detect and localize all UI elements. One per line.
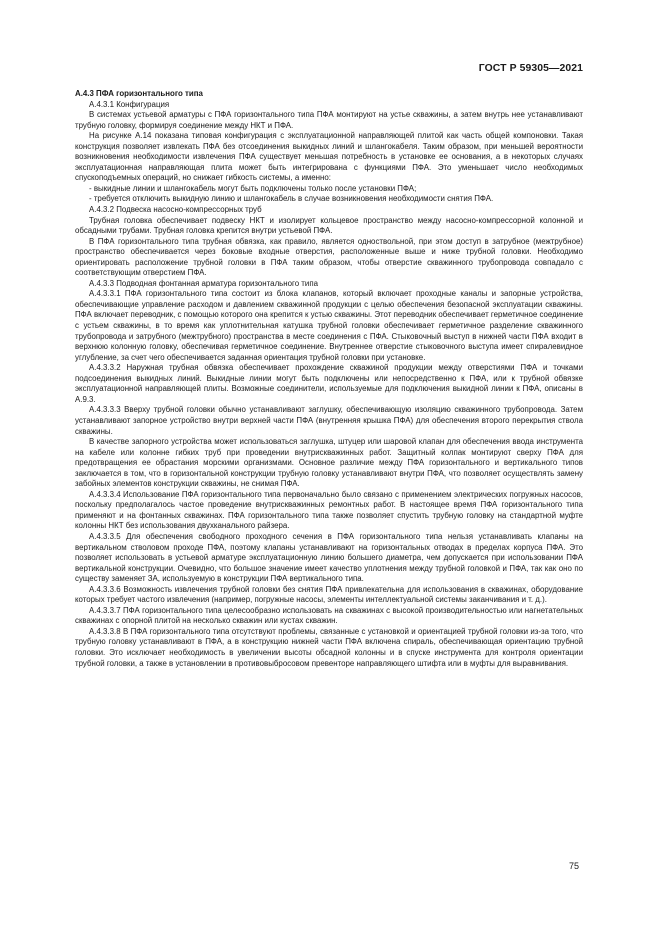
paragraph: А.4.3.3.7 ПФА горизонтального типа целесообразно использовать на скважинах с высокой производительностью или нагнетательных скважинах с опорной плитой на несколько скважин или кустах скважин. — [75, 605, 583, 626]
paragraph: А.4.3.3.5 Для обеспечения свободного проходного сечения в ПФА горизонтального типа нельзя устанавливать клапаны на вертикальном стволовом проходе ПФА, поэтому клапаны устанавливают на горизонтальных отводах в пределах корпуса ПФА. Это позволяет использовать в устьевой арматуре эксплуатационную линию большего диаметра, чем допускается при использовании ПФА вертикальной конструкции. Очевидно, что большое значение имеет качество уплотнения между трубной головкой и ПФА, так как оно по существу заменяет ЗА, используемую в конструкции ПФА вертикального типа. — [75, 531, 583, 584]
paragraph: А.4.3.1 Конфигурация — [89, 99, 170, 109]
section-heading: А.4.3 ПФА горизонтального типа — [75, 89, 203, 98]
paragraph: А.4.3.3.3 Вверху трубной головки обычно устанавливают заглушку, обеспечивающую изоляцию скважинного трубопровода. Затем устанавливают запорное устройство внутри верхней части ПФА (внутренняя крышка ПФА) для обеспечения второго перекрытия ствола скважины. — [75, 405, 583, 436]
paragraph: А.4.3.3.1 ПФА горизонтального типа состоит из блока клапанов, который включает проходные каналы и запорные устройства, обеспечивающие управление расходом и давлением скважинной продукции с целью обеспечения безопасной эксплуатации скважины. ПФА включает переводник, с помощью которого она крепится к устью скважины. Этот переводник обеспечивает герметичное соединение с устьем скважины, в то время как уплотнительная катушка трубной головки обеспечивает герметичное разделение скважинного трубопровода и затрубного (межтрубного) пространства в месте соединения с ПФА. Стыковочный выступ в нижней части ПФА входит в верхнюю колонную головку, обеспечивая герметичное соединение. Внутреннее отверстие стыковочного выступа имеет спиралевидное углубление, за счет чего обеспечивается заданная ориентация трубной головки при установке. — [75, 289, 583, 362]
standard-number: ГОСТ Р 59305—2021 — [478, 63, 583, 74]
paragraph: В ПФА горизонтального типа трубная обвязка, как правило, является одноствольной, при этом доступ в затрубное (межтрубное) пространство обеспечивается через боковые входные отверстия, расположенные выше и ниже трубной головки. Необходимо ориентировать расположение трубной головки в ПФА таким образом, чтобы отверстие скважинного трубопровода совпадало с соответствующим отверстием ПФА. — [75, 236, 583, 278]
list-item: - выкидные линии и шлангокабель могут быть подключены только после установки ПФА; — [89, 183, 417, 193]
paragraph: А.4.3.3.6 Возможность извлечения трубной головки без снятия ПФА привлекательна для использования в скважинах, оборудование которых требует частого извлечения (например, погружные насосы, элементы интеллектуальной системы заканчивания и т. д.). — [75, 584, 583, 605]
paragraph: А.4.3.3 Подводная фонтанная арматура горизонтального типа — [89, 278, 318, 288]
paragraph: В качестве запорного устройства может использоваться заглушка, штуцер или шаровой клапан для обеспечения ввода инструмента на кабеле или колонне гибких труб при проведении внутрискважинных работ. Защитный колпак монтируют сверху ПФА для предотвращения ее обрастания морскими организмами. Основное различие между ПФА горизонтального и вертикального типов заключается в том, что в горизонтальной конструкции трубную головку устанавливают внутри ПФА, что позволяет осуществлять замену забойных элементов конструкции скважины, не снимая ПФА. — [75, 437, 583, 489]
list-item: - требуется отключить выкидную линию и шлангокабель в случае возникновения необходимости снятия ПФА. — [89, 194, 494, 204]
paragraph: Трубная головка обеспечивает подвеску НКТ и изолирует кольцевое пространство между насосно-компрессорной колонной и обсадными трубами. Трубная головка крепится внутри устьевой ПФА. — [75, 215, 583, 236]
paragraph: А.4.3.3.8 В ПФА горизонтального типа отсутствуют проблемы, связанные с установкой и ориентацией трубной головки из-за того, что трубную головку устанавливают в ПФА, а в конструкцию нижней части ПФА включена спираль, обеспечивающая ориентацию трубной головки. Это исключает необходимость в увеличении высоты обсадной колонны и в спуске инструмента для контроля ориентации трубной головки, а также в установлении в противовыбросовом превенторе направляющего штифта или в муфты для выравнивания. — [75, 626, 583, 668]
page-number: 75 — [568, 861, 579, 871]
paragraph: На рисунке А.14 показана типовая конфигурация с эксплуатационной направляющей плитой как часть общей компоновки. Такая конструкция позволяет извлекать ПФА без отсоединения выкидных линий и шлангокабеля. Таким образом, при меньшей вероятности возникновения необходимости извлечения ПФА существует меньшая потребность в установке ее основания, а в некоторых случаях эксплуатационная направляющая плита может быть интегрирована с функциями ПФА. Это уменьшает число необходимых спускоподъемных операций, но снижает гибкость системы, а именно: — [75, 131, 583, 183]
paragraph: А.4.3.3.4 Использование ПФА горизонтального типа первоначально было связано с применением электрических погружных насосов, поскольку предполагалось частое проведение внутрискважинных ремонтных работ. В настоящее время ПФА горизонтального типа применяют и на фонтанных скважинах. ПФА горизонтального типа также позволяет спустить трубную головку на стандартной муфте колонны НКТ без использования двухканального райзера. — [75, 489, 583, 531]
document-body — [75, 87, 583, 669]
paragraph: А.4.3.2 Подвеска насосно-компрессорных труб — [89, 205, 262, 215]
paragraph: В системах устьевой арматуры с ПФА горизонтального типа ПФА монтируют на устье скважины, а затем внутрь нее устанавливают трубную головку, формируя соединение между НКТ и ПФА. — [75, 110, 583, 130]
paragraph: А.4.3.3.2 Наружная трубная обвязка обеспечивает прохождение скважиной продукции между отверстиями ПФА и точками подсоединения выкидных линий. Выкидные линии могут быть подключены или непосредственно к ПФА, или к трубной обвязке эксплуатационной направляющей плиты. Возможные соединители, используемые для подключения выкидной линии к ПФА, описаны в А.9.3. — [75, 363, 583, 404]
